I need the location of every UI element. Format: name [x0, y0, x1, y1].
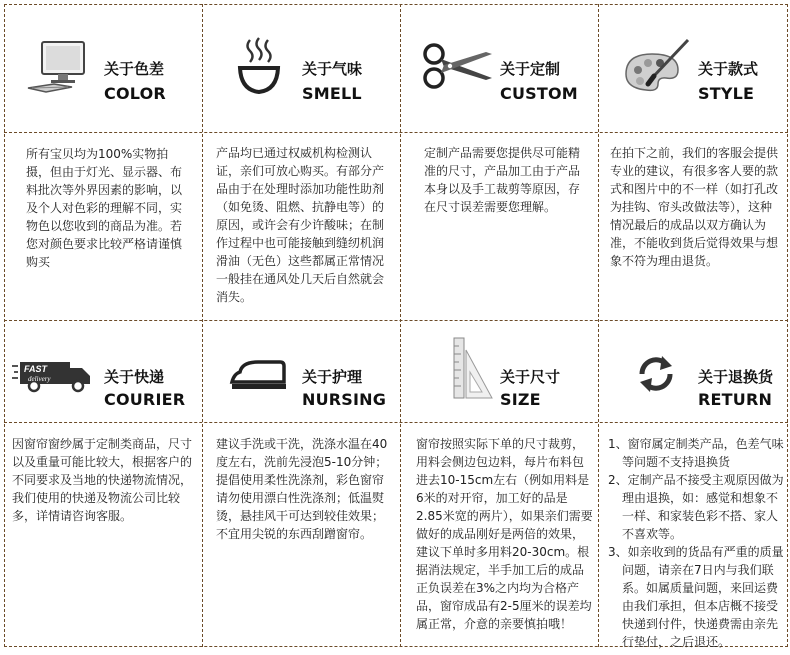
section-header-return: [598, 320, 788, 422]
list-item: 3、如亲收到的货品有严重的质量问题，请亲在7日内与我们联系。如属质量问题，来回运费由我们承担，但本店概不接受快递到付件，快递费需由亲先行垫付，之后退还。: [608, 545, 784, 649]
section-text-size: 窗帘按照实际下单的尺寸裁剪，用料会侧边包边料，每片布料包进去10-15cm左右（例如用料是6米的对开帘，加工好的品是2.85米宽的两片），如果亲们需要做好的成品刚好是两倍的效果，建议下单时多用料20-30cm。根据消法规定，半手加工后的成品正负误差在3%之内均为合格产品，窗帘成品有2-5厘米的误差均属正常，介意的亲要慎拍哦！: [416, 437, 593, 631]
section-title-zh: 关于退换货: [698, 368, 774, 386]
paint-palette-icon: [618, 34, 692, 98]
section-header-size: [400, 320, 598, 422]
delivery-label: delivery: [28, 375, 51, 383]
section-title-zh: 关于护理: [302, 368, 363, 386]
section-header-smell: [202, 4, 400, 128]
section-title-zh: 关于款式: [698, 60, 759, 78]
section-title-en: RETURN: [698, 390, 773, 409]
section-title-en: STYLE: [698, 84, 755, 103]
section-title-zh: 关于尺寸: [500, 368, 561, 386]
section-title-zh: 关于色差: [104, 60, 165, 78]
return-list: [608, 435, 784, 651]
section-text-smell: 产品均已通过权威机构检测认证，亲们可放心购买。有部分产品由于在处理时添加功能性助剂（如免烫、阻燃、抗静电等）的原因，或许会有少许酸味；在制作过程中也可能接触到缝纫机润滑油（无色）这些都属正常情况一般挂在通风处几天后自然就会消失。: [216, 146, 385, 304]
section-header-courier: [4, 320, 202, 422]
section-title-zh: 关于气味: [302, 60, 363, 78]
clothes-iron-icon: [222, 342, 296, 406]
section-header-style: [598, 4, 788, 128]
section-text-nursing: 建议手洗或干洗，洗涤水温在40度左右，洗前先浸泡5-10分钟；提倡使用柔性洗涤剂，彩色窗帘请勿使用漂白性洗涤剂；低温熨烫，悬挂风干可达到较佳效果；不宜用尖锐的东西刮蹭窗帘。: [216, 437, 388, 541]
list-item: 1、窗帘属定制类产品，色差气味等问题不支持退换货: [608, 437, 784, 469]
refresh-arrows-icon: [618, 340, 692, 404]
section-text-style: 在拍下之前，我们的客服会提供专业的建议，有很多客人要的款式和图片中的不一样（如打孔改为挂钩、帘头改做法等），这种情况最后的成品以双方确认为准，不能收到货后觉得效果与想象不符为理由退货。: [610, 146, 779, 268]
section-title-zh: 关于定制: [500, 60, 561, 78]
section-title-en: COLOR: [104, 84, 166, 103]
section-text-custom: 定制产品需要您提供尽可能精准的尺寸，产品加工由于产品本身以及手工裁剪等原因，存在尺寸误差需要您理解。: [424, 146, 581, 214]
section-header-custom: [400, 4, 598, 128]
divider: [4, 132, 788, 133]
scissors-icon: [420, 34, 494, 98]
fast-delivery-truck-icon: [12, 340, 96, 404]
section-title-zh: 关于快递: [104, 368, 165, 386]
info-grid: [4, 4, 788, 647]
computer-monitor-icon: [24, 34, 98, 98]
fast-label: FAST: [24, 364, 48, 374]
section-title-en: COURIER: [104, 390, 186, 409]
section-title-en: SMELL: [302, 84, 362, 103]
section-title-en: SIZE: [500, 390, 541, 409]
section-header-color: [4, 4, 202, 128]
section-text-courier: 因窗帘窗纱属于定制类商品，尺寸以及重量可能比较大，根据客户的不同要求及当地的快递物流情况，我们使用的快递及物流公司比较多，详情请咨询客服。: [12, 437, 193, 523]
section-header-nursing: [202, 320, 400, 422]
ruler-triangle-icon: [420, 336, 494, 400]
list-item: 2、定制产品不接受主观原因做为理由退换，如：感觉和想象不一样、和家装色彩不搭、家人不喜欢等。: [608, 473, 784, 541]
section-title-en: NURSING: [302, 390, 387, 409]
section-title-en: CUSTOM: [500, 84, 578, 103]
steaming-cup-icon: [222, 34, 296, 98]
section-text-color: 所有宝贝均为100%实物拍摄，但由于灯光、显示器、布料批次等外界因素的影响，以及个人对色彩的理解不同，实物色以您收到的商品为准。若您对颜色要求比较严格请谨慎购买: [26, 147, 183, 269]
divider: [4, 422, 788, 423]
